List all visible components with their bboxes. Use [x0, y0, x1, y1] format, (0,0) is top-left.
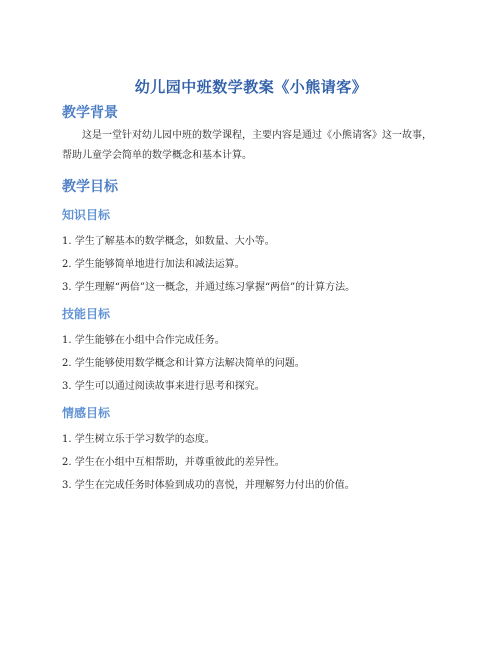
knowledge-item-3: 3. 学生理解“两倍”这一概念，并通过练习掌握“两倍”的计算方法。	[62, 282, 356, 293]
emotion-item-3: 3. 学生在完成任务时体验到成功的喜悦，并理解努力付出的价值。	[62, 480, 355, 491]
skill-item-2: 2. 学生能够使用数学概念和计算方法解决简单的问题。	[62, 358, 305, 369]
skill-item-3: 3. 学生可以通过阅读故事来进行思考和探究。	[62, 381, 265, 392]
heading-teaching-background: 教学背景	[62, 105, 118, 121]
knowledge-item-1: 1. 学生了解基本的数学概念，如数量、大小等。	[62, 236, 275, 247]
background-line-2: 帮助儿童学会简单的数学概念和基本计算。	[62, 150, 252, 161]
background-paragraph	[62, 126, 452, 166]
emotion-item-2: 2. 学生在小组中互相帮助，并尊重彼此的差异性。	[62, 457, 285, 468]
heading-emotion-objectives: 情感目标	[62, 406, 111, 420]
knowledge-item-2: 2. 学生能够简单地进行加法和减法运算。	[62, 259, 245, 270]
document-title: 幼儿园中班数学教案《小熊请客》	[134, 78, 368, 96]
heading-skill-objectives: 技能目标	[62, 307, 111, 321]
emotion-item-1: 1. 学生树立乐于学习数学的态度。	[62, 434, 215, 445]
heading-knowledge-objectives: 知识目标	[62, 208, 111, 222]
heading-teaching-objectives: 教学目标	[62, 179, 118, 195]
background-line-1: 这是一堂针对幼儿园中班的数学课程，主要内容是通过《小熊请客》这一故事，	[82, 130, 432, 141]
skill-item-1: 1. 学生能够在小组中合作完成任务。	[62, 335, 225, 346]
